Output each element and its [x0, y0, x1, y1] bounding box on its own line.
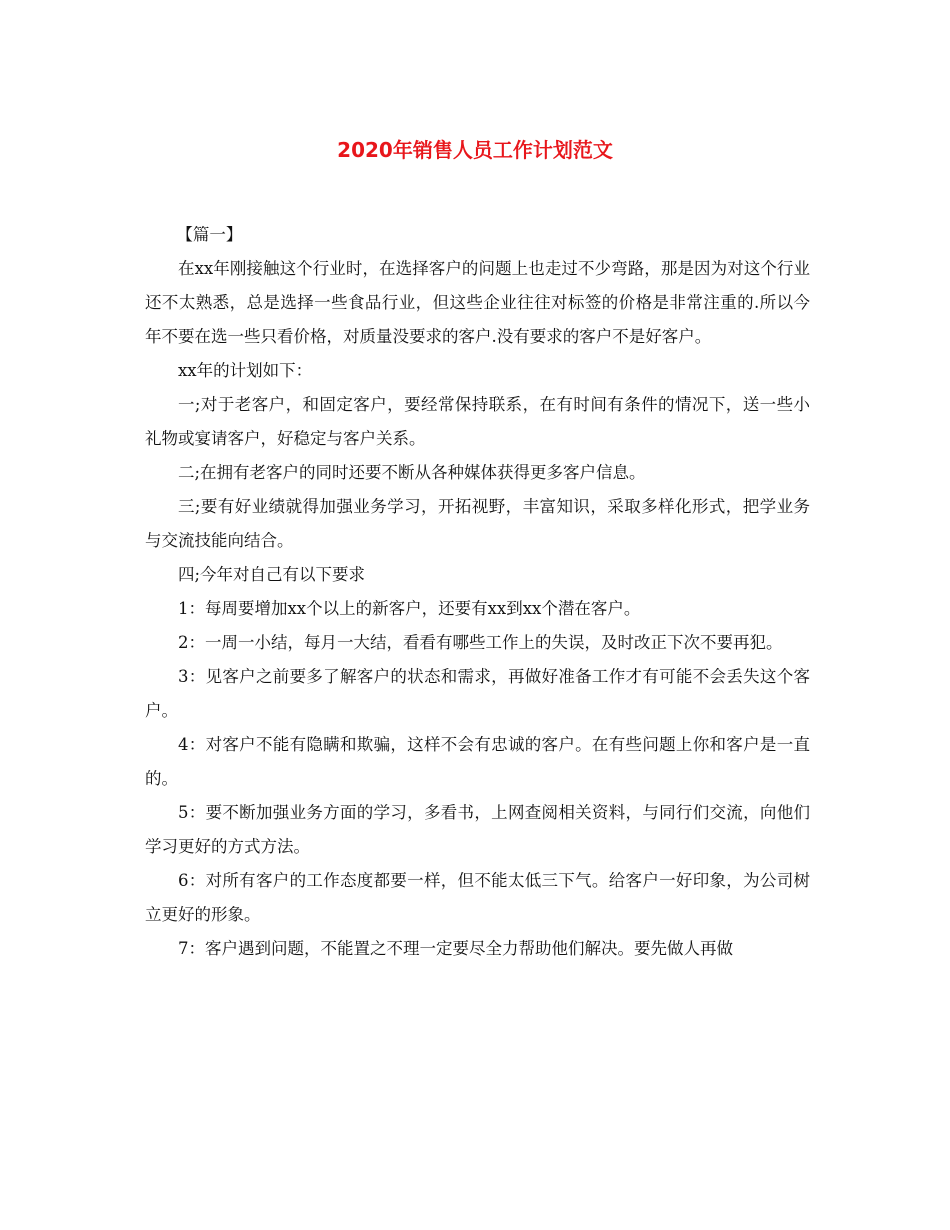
- section-label: 【篇一】: [176, 225, 243, 244]
- paragraph-item-3: 三;要有好业绩就得加强业务学习，开拓视野，丰富知识，采取多样化形式，把学业务与交流技能向结合。: [145, 497, 810, 550]
- paragraph-req-6: 6：对所有客户的工作态度都要一样，但不能太低三下气。给客户一好印象，为公司树立更好的形象。: [145, 871, 810, 924]
- document-body: [145, 218, 810, 966]
- paragraph-req-1: 1：每周要增加xx个以上的新客户，还要有xx到xx个潜在客户。: [178, 599, 641, 618]
- paragraph-item-4: 四;今年对自己有以下要求: [178, 565, 366, 584]
- paragraph-req-3: 3：见客户之前要多了解客户的状态和需求，再做好准备工作才有可能不会丢失这个客户。: [145, 667, 810, 720]
- paragraph-req-7: 7：客户遇到问题，不能置之不理一定要尽全力帮助他们解决。要先做人再做: [178, 939, 733, 958]
- paragraph-req-5: 5：要不断加强业务方面的学习，多看书，上网查阅相关资料，与同行们交流，向他们学习更好的方式方法。: [145, 803, 810, 856]
- document-title: 2020年销售人员工作计划范文: [337, 138, 613, 162]
- paragraph-item-1: 一;对于老客户，和固定客户，要经常保持联系，在有时间有条件的情况下，送一些小礼物或宴请客户，好稳定与客户关系。: [145, 395, 810, 448]
- paragraph-plan-heading: xx年的计划如下：: [178, 361, 313, 380]
- paragraph-item-2: 二;在拥有老客户的同时还要不断从各种媒体获得更多客户信息。: [178, 463, 646, 482]
- paragraph-req-4: 4：对客户不能有隐瞒和欺骗，这样不会有忠诚的客户。在有些问题上你和客户是一直的。: [145, 735, 810, 788]
- paragraph-intro: 在xx年刚接触这个行业时，在选择客户的问题上也走过不少弯路，那是因为对这个行业还不太熟悉，总是选择一些食品行业，但这些企业往往对标签的价格是非常注重的.所以今年不要在选一些只看价格，对质量没要求的客户.没有要求的客户不是好客户。: [145, 259, 810, 346]
- paragraph-req-2: 2：一周一小结，每月一大结，看看有哪些工作上的失误，及时改正下次不要再犯。: [178, 633, 783, 652]
